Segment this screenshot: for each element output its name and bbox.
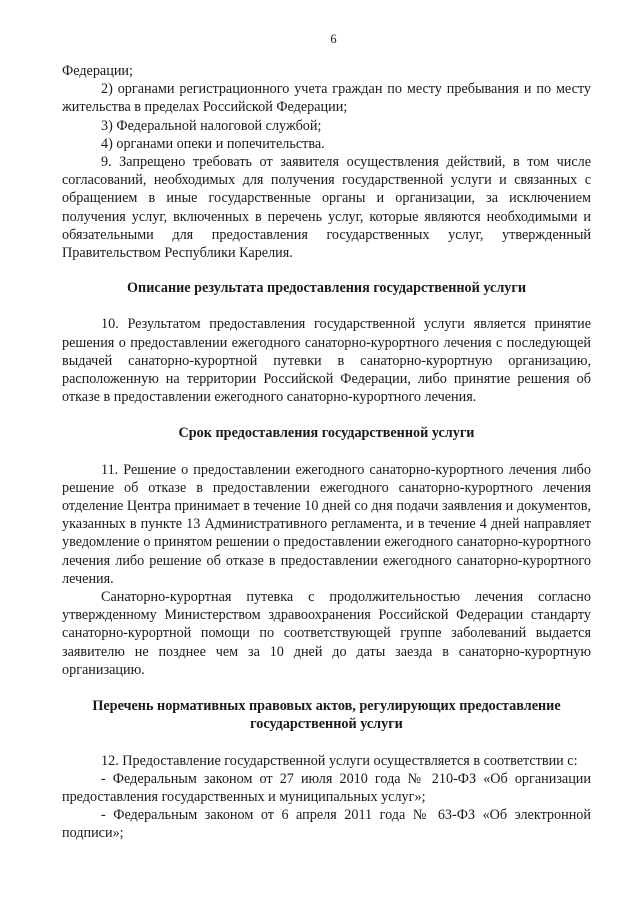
paragraph-10: 10. Результатом предоставления государственной услуги является принятие решения о предоставлении ежегодного санаторно-курортного лечения с последующей выдачей санаторно-курортной путевки в санаторно-курортную организацию, расположенную на территории Российской Федерации, либо принятие решения об отказе в предоставлении ежегодного санаторно-курортного лечения. (62, 316, 591, 406)
list-item-law-63: - Федеральным законом от 6 апреля 2011 года № 63-ФЗ «Об электронной подписи»; (62, 807, 591, 842)
list-item-registration-authorities: 2) органами регистрационного учета граждан по месту пребывания и по месту жительства в пределах Российской Федерации; (62, 81, 591, 116)
paragraph-11-voucher: Санаторно-курортная путевка с продолжительностью лечения согласно утвержденному Министерством здравоохранения Российской Федерации стандарту санаторно-курортной помощи по соответствующей группе заболеваний выдается заявителю не позднее чем за 10 дней до даты заезда в санаторно-курортную организацию. (62, 589, 591, 678)
document-page (62, 30, 591, 843)
paragraph-9: 9. Запрещено требовать от заявителя осуществления действий, в том числе согласований, необходимых для получения государственной услуги и связанных с обращением в иные государственные органы и организации, за исключением получения услуг, включенных в перечень услуг, которые являются необходимыми и обязательными для предоставления государственных услуг, утвержденный Правительством Республики Карелия. (62, 154, 591, 262)
page-number: 6 (330, 32, 337, 46)
list-item-federation-end: Федерации; (62, 63, 133, 79)
paragraph-11: 11. Решение о предоставлении ежегодного санаторно-курортного лечения либо решение об отказе в предоставлении ежегодного санаторно-курортного лечения отделение Центра принимает в течение 10 дней со дня подачи заявления и документов, указанных в пункте 13 Административного регламента, и в течение 4 дней направляет уведомление о принятом решении о предоставлении ежегодного санаторно-курортного лечения либо решение об отказе в предоставлении ежегодного санаторно-курортного лечения. (62, 461, 591, 587)
list-item-guardianship: 4) органами опеки и попечительства. (101, 135, 325, 152)
heading-service-term: Срок предоставления государственной услуги (178, 425, 475, 442)
list-item-tax-service: 3) Федеральной налоговой службой; (101, 117, 322, 134)
heading-legal-acts-line2: государственной услуги (250, 716, 403, 733)
section-9-block (62, 62, 591, 262)
heading-result-description: Описание результата предоставления государственной услуги (127, 280, 526, 297)
list-item-law-210: - Федеральным законом от 27 июля 2010 года № 210-ФЗ «Об организации предоставления государственных и муниципальных услуг»; (62, 770, 591, 805)
paragraph-12: 12. Предоставление государственной услуги осуществляется в соответствии с: (101, 752, 578, 769)
heading-legal-acts-line1: Перечень нормативных правовых актов, регулирующих предоставление (92, 698, 561, 715)
